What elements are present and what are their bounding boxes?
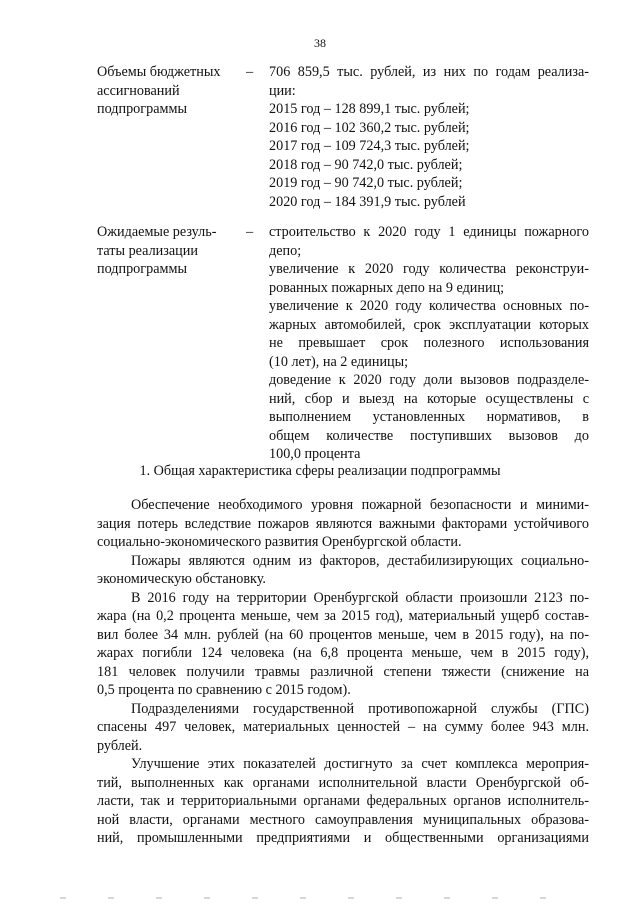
body-line: рублей. bbox=[97, 737, 143, 754]
body-line: В 2016 году на территории Оренбургской области произошли 2123 по- bbox=[131, 589, 589, 606]
budget-year-line: 2015 год – 128 899,1 тыс. рублей; bbox=[269, 101, 470, 117]
budget-year-line: 2016 год – 102 360,2 тыс. рублей; bbox=[269, 119, 470, 136]
budget-year-line: 2018 год – 90 742,0 тыс. рублей; bbox=[269, 156, 463, 173]
results-value-line: доведение к 2020 году доли вызовов подразделе- bbox=[269, 372, 589, 388]
results-value-line: (10 лет), на 2 единицы; bbox=[269, 353, 409, 370]
budget-label-line: подпрограммы bbox=[97, 101, 187, 117]
results-value-line: увеличение к 2020 году количества основных по- bbox=[269, 298, 589, 314]
results-label-line: Ожидаемые резуль- bbox=[97, 224, 217, 240]
results-label-line: таты реализации bbox=[97, 242, 198, 259]
body-line: Улучшение этих показателей достигнуто за счет комплекса мероприя- bbox=[131, 756, 589, 772]
scan-artifact-divider bbox=[60, 897, 580, 899]
budget-label-line: Объемы бюджетных bbox=[97, 64, 221, 80]
body-line: ний, промышленными предприятиями и общественными организациями bbox=[97, 830, 589, 846]
body-line: Подразделениями государственной противопожарной службы (ГПС) bbox=[131, 700, 589, 717]
body-line: Обеспечение необходимого уровня пожарной безопасности и миними- bbox=[131, 497, 589, 513]
body-line: спасены 497 человек, материальных ценностей – на сумму более 943 млн. bbox=[97, 719, 589, 735]
results-value-line: жарных автомобилей, срок эксплуатации которых bbox=[269, 316, 589, 333]
budget-year-line: 2017 год – 109 724,3 тыс. рублей; bbox=[269, 138, 470, 154]
body-line: жарах погибли 124 человека (на 6,8 процента меньше, чем в 2015 году), bbox=[97, 645, 589, 661]
results-value-line: выполнением установленных нормативов, в bbox=[269, 409, 589, 425]
results-value-line: 100,0 процента bbox=[269, 446, 361, 462]
budget-year-line: 2020 год – 184 391,9 тыс. рублей bbox=[269, 193, 466, 210]
body-line: ласти, так и территориальными органами федеральных органов исполнитель- bbox=[97, 793, 589, 809]
budget-label-line: ассигнований bbox=[97, 82, 180, 99]
results-value-line: ний, сбор и выезд на которые осуществлены с bbox=[269, 390, 589, 407]
body-line: вил более 34 млн. рублей (на 60 процентов меньше, чем в 2015 году), на по- bbox=[97, 626, 589, 643]
results-dash: – bbox=[246, 224, 254, 240]
body-line: Пожары являются одним из факторов, дестабилизирующих социально- bbox=[131, 552, 589, 569]
results-value-line: депо; bbox=[269, 242, 302, 259]
body-line: социально-экономического развития Оренбургской области. bbox=[97, 534, 462, 550]
results-value-line: общем количестве поступивших вызовов до bbox=[269, 427, 589, 444]
budget-value-line: 706 859,5 тыс. рублей, из них по годам реализа- bbox=[269, 64, 589, 80]
body-line: 181 человек получили травмы различной степени тяжести (снижение на bbox=[97, 663, 589, 680]
results-label-line: подпрограммы bbox=[97, 261, 187, 277]
results-value-line: строительство к 2020 году 1 единицы пожарного bbox=[269, 224, 589, 240]
results-value-line: не превышает срок полезного использования bbox=[269, 335, 589, 351]
body-line: ной власти, органами местного самоуправления муниципальных образова- bbox=[97, 811, 589, 828]
body-line: жара (на 0,2 процента меньше, чем за 2015 год), материальный ущерб состав- bbox=[97, 608, 589, 624]
results-value-line: рованных пожарных депо на 9 единиц; bbox=[269, 279, 505, 296]
body-line: зация потерь вследствие пожаров являются важными факторами устойчивого bbox=[97, 515, 589, 532]
section-heading: 1. Общая характеристика сферы реализации подпрограммы bbox=[139, 463, 501, 479]
budget-year-line: 2019 год – 90 742,0 тыс. рублей; bbox=[269, 175, 463, 191]
budget-value-line: ции: bbox=[269, 82, 296, 99]
body-line: экономическую обстановку. bbox=[97, 571, 266, 587]
body-line: 0,5 процента по сравнению с 2015 годом). bbox=[97, 682, 351, 698]
results-value-line: увеличение к 2020 году количества реконструи- bbox=[269, 261, 589, 277]
body-line: тий, выполненных как органами исполнительной власти Оренбургской об- bbox=[97, 774, 589, 791]
budget-dash: – bbox=[246, 64, 254, 80]
page-number: 38 bbox=[314, 36, 326, 50]
